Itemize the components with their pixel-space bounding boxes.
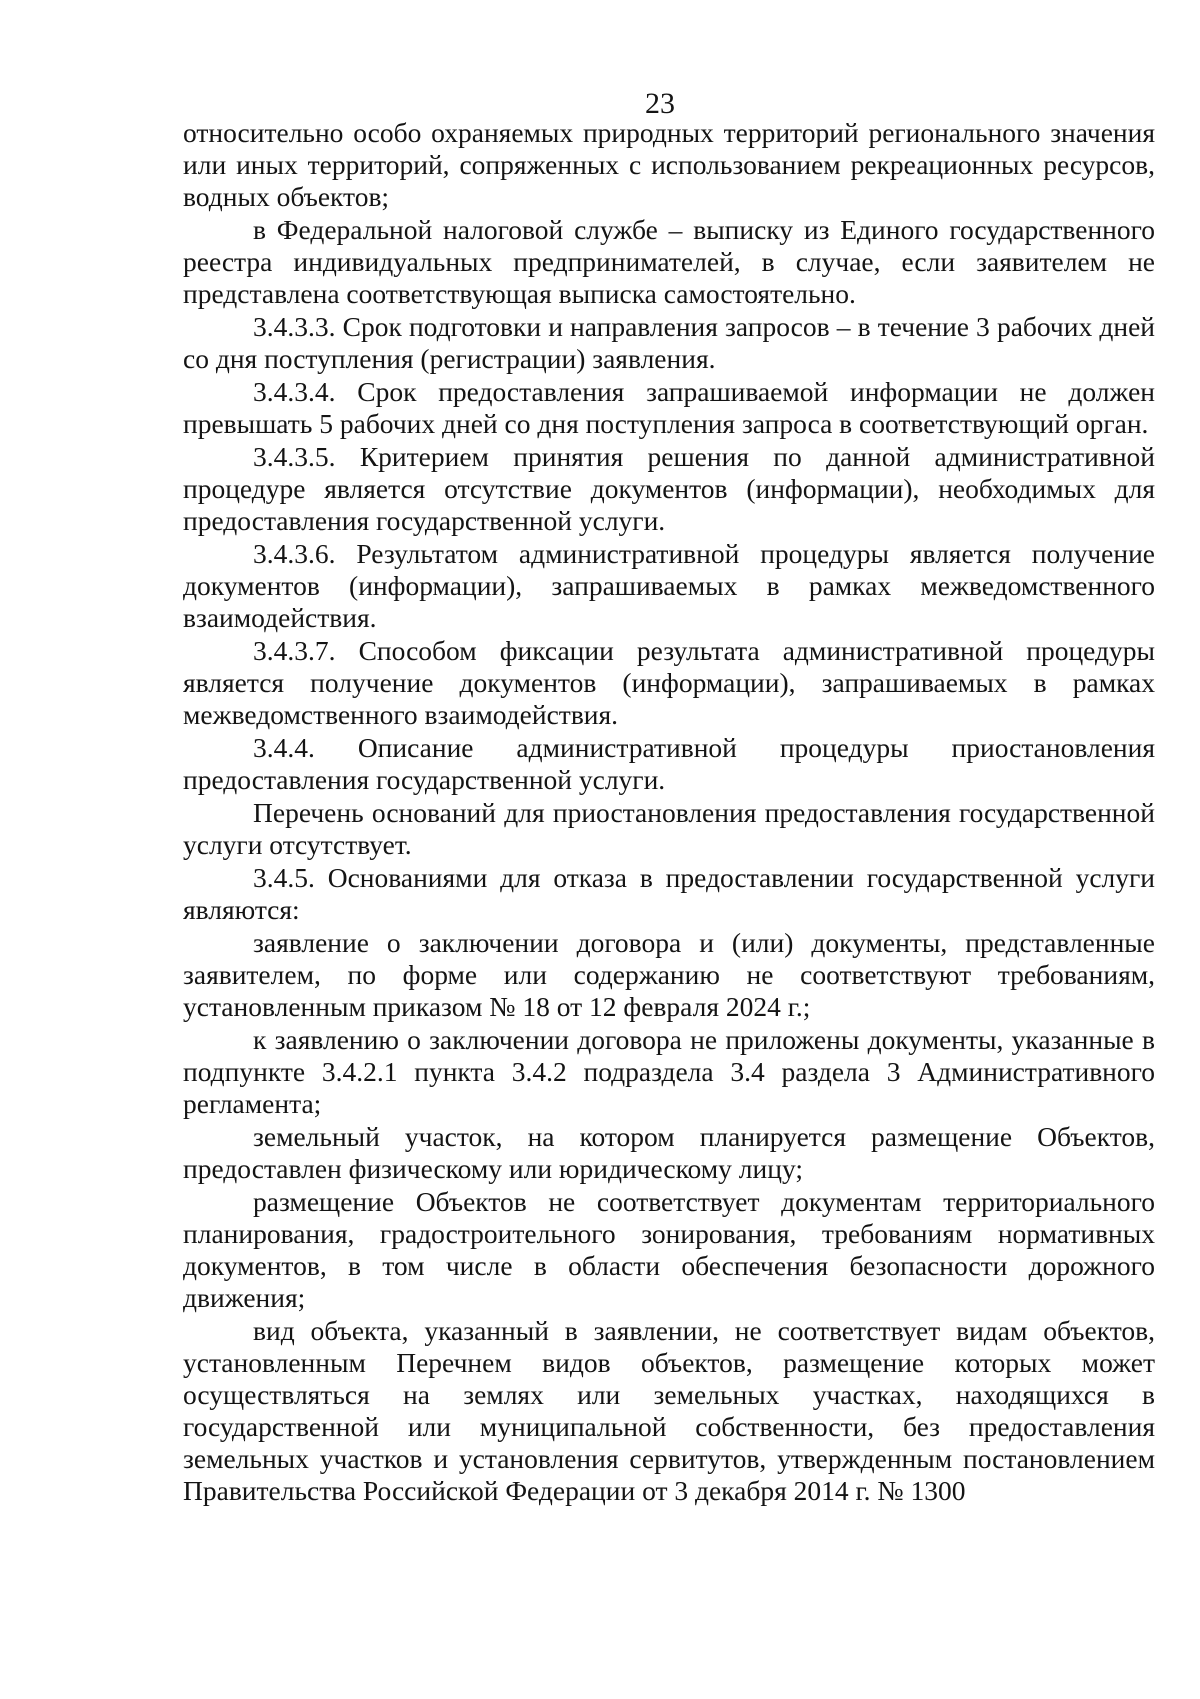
paragraph: вид объекта, указанный в заявлении, не соответствует видам объектов, установленным Перечнем видов объектов, размещение которых может осуществляться на землях или земельных участках, находящихся в государственной или муниципальной собственности, без предоставления земельных участков и установления сервитутов, утвержденным постановлением Правительства Российской Федерации от 3 декабря 2014 г. № 1300 <box>183 1315 1155 1506</box>
paragraph: 3.4.3.5. Критерием принятия решения по данной административной процедуре является отсутствие документов (информации), необходимых для предоставления государственной услуги. <box>183 441 1155 536</box>
paragraph: 3.4.4. Описание административной процедуры приостановления предоставления государственной услуги. <box>183 732 1155 795</box>
page-number: 23 <box>645 87 675 120</box>
paragraph: относительно особо охраняемых природных территорий регионального значения или иных территорий, сопряженных с использованием рекреационных ресурсов, водных объектов; <box>183 117 1155 212</box>
paragraph: 3.4.5. Основаниями для отказа в предоставлении государственной услуги являются: <box>183 862 1155 925</box>
paragraph: в Федеральной налоговой службе – выписку из Единого государственного реестра индивидуальных предпринимателей, в случае, если заявителем не представлена соответствующая выписка самостоятельно. <box>183 214 1155 309</box>
paragraph: размещение Объектов не соответствует документам территориального планирования, градостроительного зонирования, требованиям нормативных документов, в том числе в области обеспечения безопасности дорожного движения; <box>183 1186 1155 1313</box>
paragraph: 3.4.3.7. Способом фиксации результата административной процедуры является получение документов (информации), запрашиваемых в рамках межведомственного взаимодействия. <box>183 635 1155 730</box>
paragraph: земельный участок, на котором планируется размещение Объектов, предоставлен физическому или юридическому лицу; <box>183 1121 1155 1184</box>
paragraph: 3.4.3.4. Срок предоставления запрашиваемой информации не должен превышать 5 рабочих дней со дня поступления запроса в соответствующий орган. <box>183 376 1155 439</box>
paragraph: к заявлению о заключении договора не приложены документы, указанные в подпункте 3.4.2.1 пункта 3.4.2 подраздела 3.4 раздела 3 Административного регламента; <box>183 1024 1155 1119</box>
paragraph: 3.4.3.6. Результатом административной процедуры является получение документов (информации), запрашиваемых в рамках межведомственного взаимодействия. <box>183 538 1155 633</box>
paragraph: заявление о заключении договора и (или) документы, представленные заявителем, по форме или содержанию не соответствуют требованиям, установленным приказом № 18 от 12 февраля 2024 г.; <box>183 927 1155 1022</box>
paragraph: Перечень оснований для приостановления предоставления государственной услуги отсутствует. <box>183 797 1155 860</box>
document-body <box>183 117 1155 1507</box>
paragraph: 3.4.3.3. Срок подготовки и направления запросов – в течение 3 рабочих дней со дня поступления (регистрации) заявления. <box>183 311 1155 374</box>
